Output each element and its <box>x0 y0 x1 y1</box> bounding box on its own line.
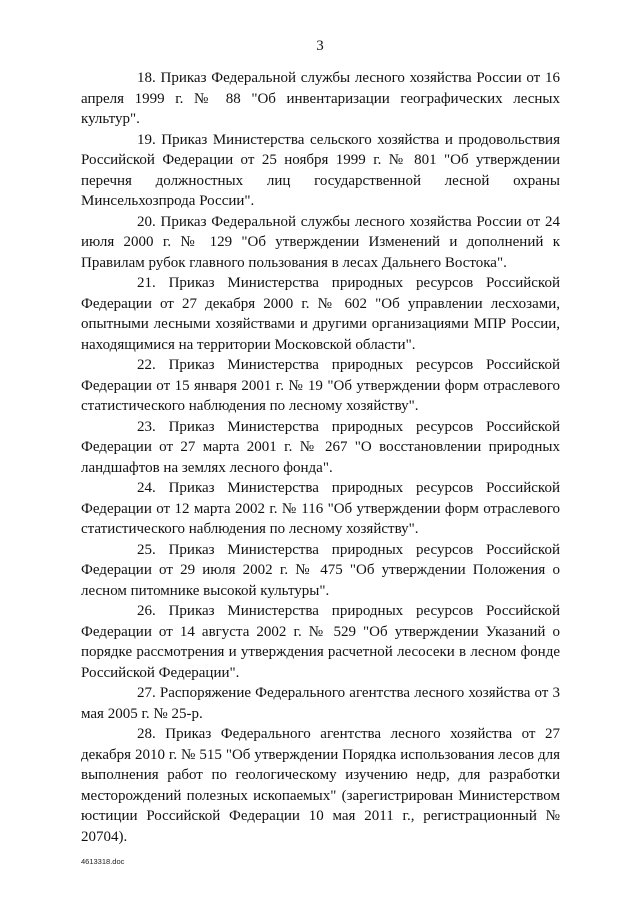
list-item-21: 21. Приказ Министерства природных ресурсов Российской Федерации от 27 декабря 2000 г. № 602 "Об управлении лесхозами, опытными лесными хозяйствами и другими организациями МПР России, находящимися на территории Московской области". <box>81 275 560 353</box>
list-item-23: 23. Приказ Министерства природных ресурсов Российской Федерации от 27 марта 2001 г. № 267 "О восстановлении природных ландшафтов на землях лесного фонда". <box>81 418 560 476</box>
list-item-22: 22. Приказ Министерства природных ресурсов Российской Федерации от 15 января 2001 г. № 19 "Об утверждении форм отраслевого статистического наблюдения по лесному хозяйству". <box>81 357 560 414</box>
list-item-27: 27. Распоряжение Федерального агентства лесного хозяйства от 3 мая 2005 г. № 25-р. <box>81 685 560 722</box>
list-item-18: 18. Приказ Федеральной службы лесного хозяйства России от 16 апреля 1999 г. № 88 "Об инвентаризации географических лесных культур". <box>81 70 560 127</box>
list-item-19: 19. Приказ Министерства сельского хозяйства и продовольствия Российской Федерации от 25 ноября 1999 г. № 801 "Об утверждении перечня должностных лиц государственной лесной охраны Минсельхозпрода России". <box>81 131 560 209</box>
list-item-20: 20. Приказ Федеральной службы лесного хозяйства России от 24 июля 2000 г. № 129 "Об утверждении Изменений и дополнений к Правилам рубок главного пользования в лесах Дальнего Востока". <box>81 213 560 271</box>
list-item-26: 26. Приказ Министерства природных ресурсов Российской Федерации от 14 августа 2002 г. № 529 "Об утверждении Указаний о порядке рассмотрения и утверждения расчетной лесосеки в лесном фонде Российской Федерации". <box>81 603 560 681</box>
list-item-28: 28. Приказ Федерального агентства лесного хозяйства от 27 декабря 2010 г. № 515 "Об утверждении Порядка использования лесов для выполнения работ по геологическому изучению недр, для разработки месторождений полезных ископаемых" (зарегистрирован Министерством юстиции Российской Федерации 10 мая 2011 г., регистрационный № 20704). <box>81 726 560 845</box>
list-item-25: 25. Приказ Министерства природных ресурсов Российской Федерации от 29 июля 2002 г. № 475 "Об утверждении Положения о лесном питомнике высокой культуры". <box>81 541 560 599</box>
list-item-24: 24. Приказ Министерства природных ресурсов Российской Федерации от 12 марта 2002 г. № 116 "Об утверждении форм отраслевого статистического наблюдения по лесному хозяйству". <box>81 480 560 537</box>
document-body <box>81 68 560 847</box>
file-name-footer: 4613318.doc <box>81 857 125 866</box>
page-number: 3 <box>316 38 324 54</box>
